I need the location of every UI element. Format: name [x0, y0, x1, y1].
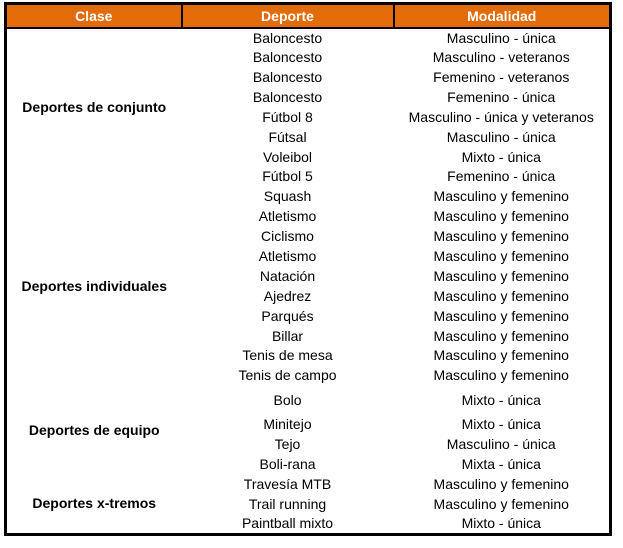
cell-deporte: Voleibol: [262, 148, 313, 165]
cell-modalidad: Femenino - veteranos: [433, 68, 570, 85]
column-header-deporte: Deporte: [182, 4, 394, 29]
cell-modalidad: Masculino y femenino: [433, 188, 569, 205]
cell-modalidad: Masculino - única y veteranos: [408, 108, 594, 125]
cell-modalidad: Femenino - única: [447, 168, 556, 185]
table-row: [6, 475, 611, 495]
cell-deporte: Parqués: [261, 307, 314, 324]
cell-modalidad: Masculino y femenino: [433, 475, 569, 492]
cell-deporte: Atletismo: [258, 208, 317, 225]
cell-deporte: Baloncesto: [252, 68, 323, 85]
cell-deporte: Paintball mixto: [241, 514, 334, 531]
cell-modalidad: Masculino y femenino: [433, 247, 569, 264]
cell-modalidad: Masculino y femenino: [433, 327, 569, 344]
cell-deporte: Tejo: [274, 436, 301, 453]
clase-group-label: Deportes de equipo: [28, 421, 160, 438]
cell-modalidad: Masculino - veteranos: [432, 49, 570, 66]
cell-modalidad: Masculino y femenino: [433, 208, 569, 225]
cell-modalidad: Masculino y femenino: [433, 287, 569, 304]
table-header: [6, 4, 611, 29]
cell-modalidad: Masculino y femenino: [433, 307, 569, 324]
cell-modalidad: Masculino y femenino: [433, 347, 569, 364]
cell-deporte: Fútbol 8: [262, 108, 313, 125]
sports-table: [4, 2, 612, 536]
table-row: [6, 187, 611, 207]
cell-modalidad: Mixto - única: [461, 391, 541, 408]
header-row: [6, 4, 611, 29]
cell-deporte: Atletismo: [258, 247, 317, 264]
cell-deporte: Tenis de mesa: [242, 347, 333, 364]
cell-deporte: Trail running: [248, 495, 327, 512]
table-row: [6, 386, 611, 415]
table-row: [6, 28, 611, 48]
cell-modalidad: Masculino y femenino: [433, 495, 569, 512]
cell-deporte: Ciclismo: [261, 228, 314, 245]
cell-modalidad: Masculino - única: [446, 128, 556, 145]
cell-modalidad: Mixto - única: [461, 514, 541, 531]
cell-deporte: Boli-rana: [259, 456, 316, 472]
cell-deporte: Bolo: [273, 391, 302, 408]
cell-deporte: Baloncesto: [252, 29, 323, 46]
cell-modalidad: Femenino - única: [447, 88, 556, 105]
cell-modalidad: Mixta - única: [461, 456, 541, 472]
cell-modalidad: Masculino - única: [446, 29, 556, 46]
cell-modalidad: Masculino y femenino: [433, 367, 569, 384]
cell-modalidad: Mixto - única: [461, 148, 541, 165]
clase-group-label: Deportes x-tremos: [32, 495, 157, 512]
cell-deporte: Squash: [263, 188, 312, 205]
table-body: [6, 28, 611, 534]
cell-deporte: Fútsal: [268, 128, 307, 145]
cell-deporte: Baloncesto: [252, 49, 323, 66]
cell-modalidad: Masculino y femenino: [433, 267, 569, 284]
cell-deporte: Travesía MTB: [243, 475, 332, 492]
cell-modalidad: Masculino - única: [446, 436, 556, 453]
cell-deporte: Billar: [271, 327, 304, 344]
cell-deporte: Ajedrez: [263, 287, 312, 304]
column-header-clase: Clase: [6, 4, 182, 29]
cell-deporte: Natación: [259, 267, 316, 284]
column-header-modalidad: Modalidad: [394, 4, 611, 29]
cell-modalidad: Masculino y femenino: [433, 228, 569, 245]
clase-group-label: Deportes de conjunto: [22, 99, 167, 116]
cell-deporte: Tenis de campo: [238, 367, 337, 384]
cell-deporte: Fútbol 5: [262, 168, 313, 185]
clase-group-label: Deportes individuales: [21, 277, 167, 294]
cell-deporte: Minitejo: [263, 416, 312, 433]
cell-modalidad: Mixto - única: [461, 416, 541, 433]
cell-deporte: Baloncesto: [252, 88, 323, 105]
